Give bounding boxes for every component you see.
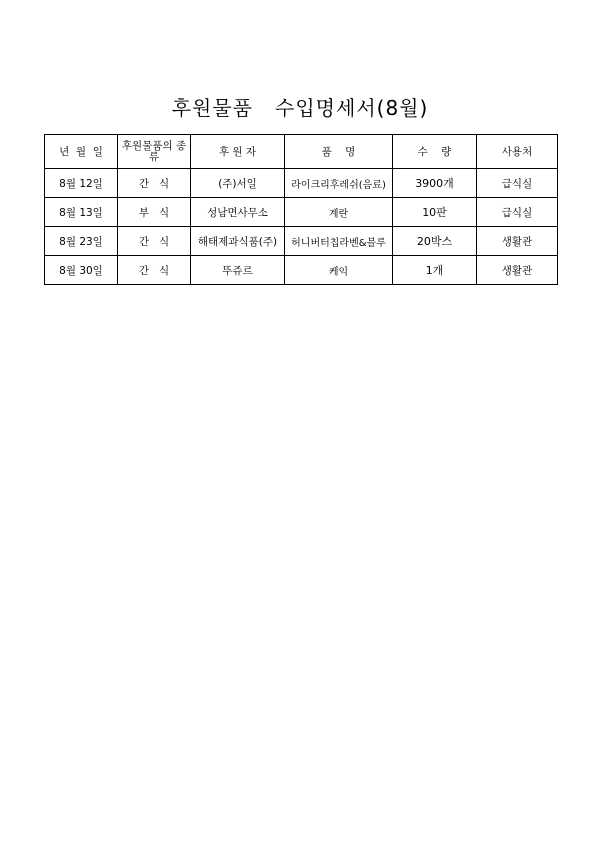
cell-qty: 3900개 <box>393 169 477 198</box>
header-kind: 후원물품의 종류 <box>118 135 191 169</box>
cell-kind: 부 식 <box>118 198 191 227</box>
header-donor: 후 원 자 <box>191 135 285 169</box>
cell-item: 계란 <box>285 198 393 227</box>
cell-use: 생활관 <box>477 256 558 285</box>
cell-date: 8월 13일 <box>45 198 118 227</box>
cell-kind: 간 식 <box>118 169 191 198</box>
cell-kind: 간 식 <box>118 227 191 256</box>
table-row <box>45 169 558 198</box>
cell-donor: (주)서일 <box>191 169 285 198</box>
cell-donor: 해태제과식품(주) <box>191 227 285 256</box>
cell-item: 라이크리후레쉬(음료) <box>285 169 393 198</box>
table-row <box>45 227 558 256</box>
page-title: 후원물품 수입명세서(8월) <box>171 96 429 120</box>
header-item: 품 명 <box>285 135 393 169</box>
table-header-row <box>45 135 558 169</box>
cell-date: 8월 12일 <box>45 169 118 198</box>
cell-item: 허니버터칩라벤&블루 <box>285 227 393 256</box>
cell-item: 케익 <box>285 256 393 285</box>
cell-date: 8월 30일 <box>45 256 118 285</box>
cell-use: 생활관 <box>477 227 558 256</box>
cell-qty: 1개 <box>393 256 477 285</box>
cell-kind: 간 식 <box>118 256 191 285</box>
cell-date: 8월 23일 <box>45 227 118 256</box>
cell-use: 급식실 <box>477 198 558 227</box>
header-qty: 수 량 <box>393 135 477 169</box>
cell-use: 급식실 <box>477 169 558 198</box>
donation-income-table <box>44 134 558 285</box>
header-use: 사용처 <box>477 135 558 169</box>
cell-donor: 뚜쥬르 <box>191 256 285 285</box>
cell-qty: 10판 <box>393 198 477 227</box>
table-row <box>45 256 558 285</box>
cell-qty: 20박스 <box>393 227 477 256</box>
cell-donor: 성남면사무소 <box>191 198 285 227</box>
header-date: 년 월 일 <box>45 135 118 169</box>
table-row <box>45 198 558 227</box>
